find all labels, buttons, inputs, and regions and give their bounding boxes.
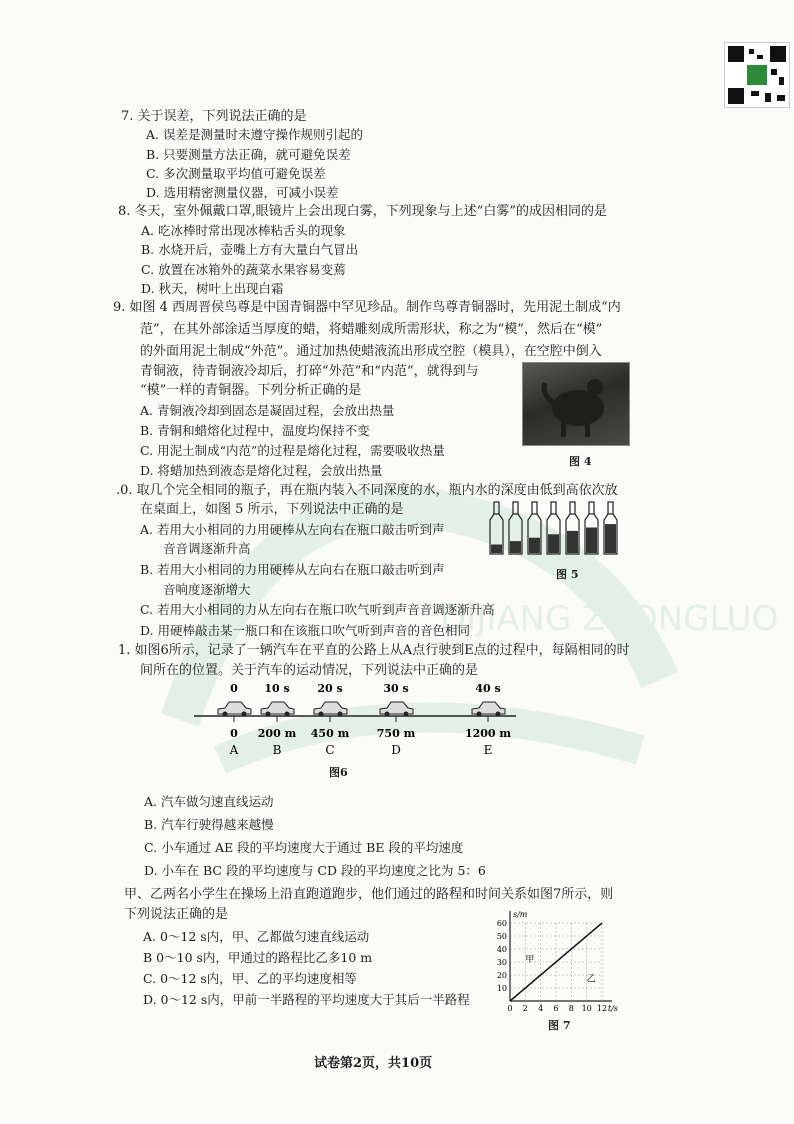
q7-option-b: B. 只要测量方法正确，就可避免误差 [146,147,351,162]
q12-option-a: A. 0～12 s内，甲、乙都做匀速直线运动 [143,929,370,944]
q11-stem-line: 1. 如图6所示，记录了一辆汽车在平直的公路上从A点行驶到E点的过程中，每隔相同的时 [118,643,630,658]
x-tick-label: 2 [522,1004,528,1013]
series-label: 乙 [586,974,596,985]
bottle [509,502,522,554]
q8-option-c: C. 放置在冰箱外的蔬菜水果容易变蔫 [141,262,346,277]
bottle [547,502,560,554]
q12-stem-line: 下列说法正确的是 [124,907,229,922]
y-tick-label: 10 [496,984,507,993]
q12-stem-line: 甲、乙两名小学生在操场上沿直跑道跑步，他们通过的路程和时间关系如图7所示，则 [124,887,614,902]
q7-option-c: C. 多次测量取平均值可避免误差 [146,166,326,181]
figure-4-caption: 图 4 [569,455,592,468]
point-label: C [325,743,335,757]
bottle [585,502,598,554]
q9-option-a: A. 青铜液冷却到固态是凝固过程，会放出热量 [140,403,395,418]
distance-label: 450 m [310,727,350,740]
q9-option-b: B. 青铜和蜡熔化过程中，温度均保持不变 [140,423,370,438]
qr-code [724,42,790,108]
bottle [604,502,617,554]
page-footer: 试卷第2页，共10页 [314,1056,433,1071]
bottle [566,502,579,554]
y-tick-label: 40 [496,945,507,954]
water-level [510,541,521,553]
q11-option-b: B. 汽车行驶得越来越慢 [144,817,274,832]
q9-option-d: D. 将蜡加热到液态是熔化过程，会放出热量 [140,463,383,478]
q8-option-d: D. 秋天，树叶上出现白霜 [141,281,284,296]
q11-option-d: D. 小车在 BC 段的平均速度与 CD 段的平均速度之比为 5：6 [144,863,486,878]
car-icon [472,702,505,717]
bird-vessel-photo [522,362,630,446]
y-axis-label: s/m [513,910,528,919]
q7-option-a: A. 误差是测量时未遵守操作规则引起的 [146,127,363,142]
water-level [567,531,578,553]
x-tick-label: 0 [507,1004,513,1013]
water-level [529,538,540,553]
q9-stem-line: 范”，在其外部涂适当厚度的蜡，将蜡雕刻成所需形状，称之为“模”，然后在“模” [140,322,603,337]
x-tick-label: 4 [538,1004,544,1013]
q10-option-c: C. 若用大小相同的力从左向右在瓶口吹气听到声音音调逐渐升高 [140,602,495,617]
q8-option-b: B. 水烧开后，壶嘴上方有大量白气冒出 [141,242,359,257]
q9-stem-line: “模”一样的青铜器。下列分析正确的是 [140,383,362,398]
q9-option-c: C. 用泥土制成“内范”的过程是熔化过程，需要吸收热量 [140,443,445,458]
point-label: A [229,743,239,757]
x-tick-label: 6 [553,1004,559,1013]
y-tick-label: 20 [496,971,507,980]
q10-option-d: D. 用硬棒敲击某一瓶口和在该瓶口吹气听到声音的音色相同 [140,623,471,638]
y-tick-label: 60 [496,919,507,928]
car-track-figure [190,680,520,760]
q11-option-a: A. 汽车做匀速直线运动 [144,794,274,809]
figure-5-caption: 图 5 [556,568,579,581]
q9-stem-line: 9. 如图 4 西周晋侯鸟尊是中国青铜器中罕见珍品。制作鸟尊青铜器时，先用泥土制成“内 [113,300,621,315]
q10-option-b-cont: 音响度逐渐增大 [163,582,251,597]
water-level [586,528,597,554]
time-label: 20 s [317,682,343,695]
q10-stem-line: 在桌面上，如图 5 所示，下列说法中正确的是 [140,502,404,517]
q11-option-c: C. 小车通过 AE 段的平均速度大于通过 BE 段的平均速度 [144,840,464,855]
q12-option-d: D. 0～12 s内，甲前一半路程的平均速度大于其后一半路程 [143,992,470,1007]
q10-option-b: B. 若用大小相同的力用硬棒从左向右在瓶口敲击听到声 [140,562,445,577]
point-label: E [483,743,493,757]
point-label: D [391,743,401,757]
q12-option-b: B 0～10 s内，甲通过的路程比乙多10 m [143,950,373,965]
car-icon [261,702,294,717]
y-tick-label: 30 [496,958,507,967]
figure-7-caption: 图 7 [548,1019,571,1032]
distance-label: 750 m [376,727,416,740]
point-label: B [272,743,282,757]
series-label: 甲 [525,955,535,965]
x-axis-label: t/s [608,1004,619,1013]
time-label: 10 s [264,682,290,695]
figure-6-caption: 图6 [329,766,348,779]
distance-label: 0 [230,727,238,740]
q12-option-c: C. 0～12 s内，甲、乙的平均速度相等 [143,971,357,986]
q11-stem-line: 间所在的位置。关于汽车的运动情况，下列说法中正确的是 [140,663,479,678]
time-label: 40 s [475,682,501,695]
bottle [490,502,503,554]
q9-stem-line: 青铜液，待青铜液冷却后，打碎“外范”和“内范”，就得到与 [140,364,479,379]
water-level [605,524,616,553]
distance-label: 200 m [257,727,297,740]
y-tick-label: 50 [496,932,507,941]
q10-stem-line: .0. 取几个完全相同的瓶子，再在瓶内装入不同深度的水，瓶内水的深度由低到高依次放 [116,483,618,498]
q8-option-a: A. 吃冰棒时常出现冰棒粘舌头的现象 [141,223,346,238]
car-icon [380,702,413,717]
figure-7-chart [490,905,620,1017]
bottle [528,502,541,554]
distance-label: 1200 m [464,727,512,740]
q7-option-d: D. 选用精密测量仪器，可减小误差 [146,185,339,200]
water-level [548,534,559,553]
x-tick-label: 10 [581,1004,592,1013]
x-tick-label: 8 [568,1004,574,1013]
watermark-text: DIJIANG ZHONGLUO [440,599,779,639]
q10-option-a: A. 若用大小相同的力用硬棒从左向右在瓶口敲击听到声 [140,522,445,537]
time-label: 0 [230,682,238,695]
bottles-figure [486,500,626,556]
car-icon [314,702,347,717]
q10-option-a-cont: 音音调逐渐升高 [163,541,251,556]
q8-stem: 8. 冬天，室外佩戴口罩,眼镜片上会出现白雾，下列现象与上述“白雾”的成因相同的是 [118,204,607,219]
car-icon [218,702,251,717]
q7-stem: 7. 关于误差，下列说法正确的是 [121,109,307,124]
water-level [491,545,502,554]
q9-stem-line: 的外面用泥土制成“外范”。通过加热使蜡液流出形成空腔（模具），在空腔中倒入 [140,344,602,359]
time-label: 30 s [383,682,409,695]
x-tick-label: 12 [596,1004,608,1013]
